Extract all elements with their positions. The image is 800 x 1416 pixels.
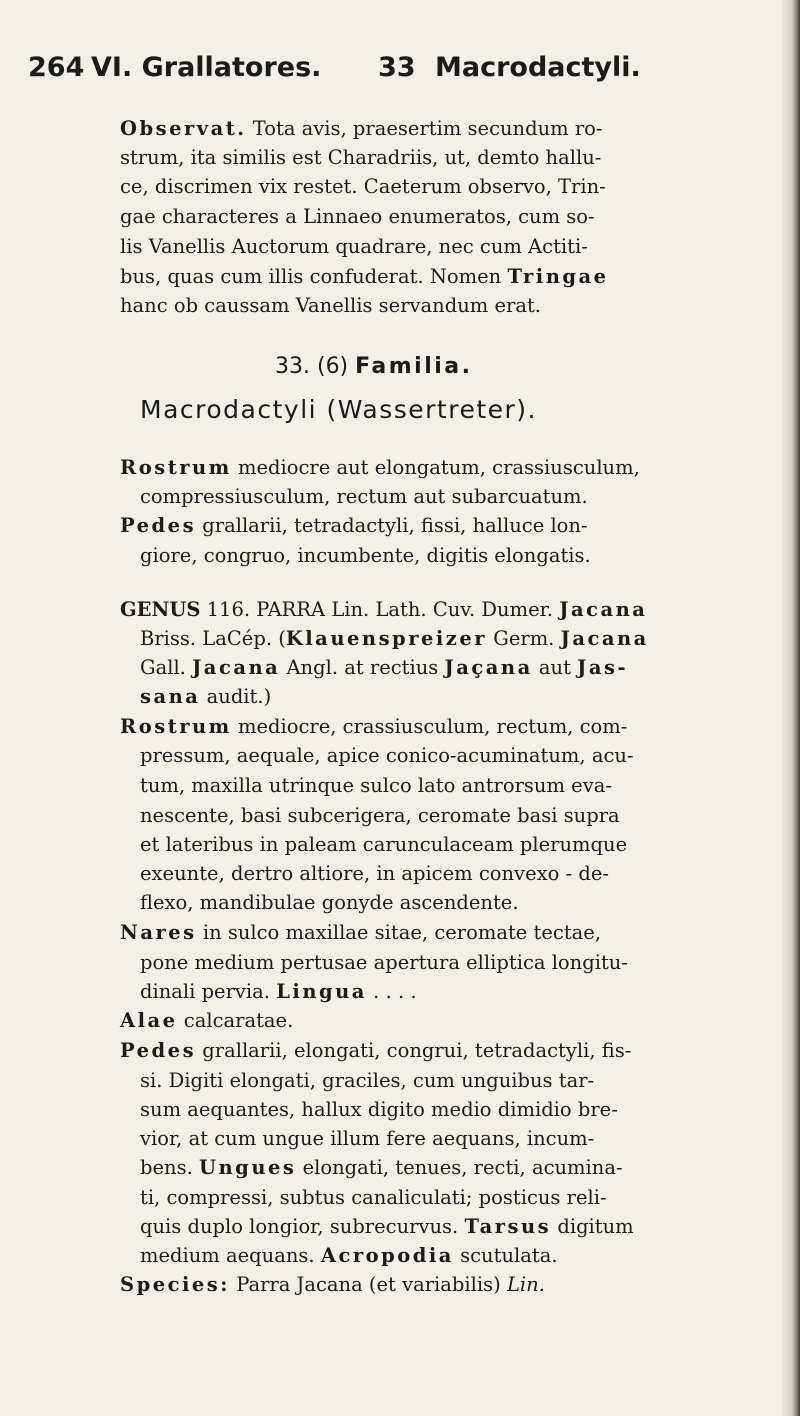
- observat-lead: Observat.: [120, 117, 247, 140]
- description-line: quis duplo longior, subrecurvus. Tarsus digitum: [140, 1215, 634, 1238]
- description-line: nescente, basi subcerigera, ceromate basi supra: [140, 804, 620, 827]
- description-line: compressiusculum, rectum aut subarcuatum.: [140, 485, 588, 508]
- family-heading: [275, 354, 473, 379]
- observat-line: gae characteres a Linnaeo enumeratos, cum so-: [120, 205, 595, 228]
- description-line: dinali pervia. Lingua . . . .: [140, 980, 417, 1003]
- family-number-label: 33. (6): [275, 354, 349, 379]
- description-line: Pedes grallarii, elongati, congrui, tetradactyli, fis-: [120, 1039, 632, 1062]
- description-line: sum aequantes, hallux digito medio dimidio bre-: [140, 1098, 618, 1121]
- description-line: flexo, mandibulae gonyde ascendente.: [140, 891, 519, 914]
- description-line: ti, compressi, subtus canaliculati; posticus reli-: [140, 1186, 607, 1209]
- description-line: Alae calcaratae.: [120, 1009, 294, 1032]
- family-title: Macrodactyli (Wassertreter).: [140, 395, 538, 424]
- observat-line: Observat. Tota avis, praesertim secundum ro-: [120, 117, 603, 140]
- observat-line: strum, ita similis est Charadriis, ut, demto hallu-: [120, 146, 602, 169]
- pedes-lead: Pedes: [120, 514, 197, 537]
- observat-line: hanc ob caussam Vanellis servandum erat.: [120, 294, 541, 317]
- species-line: Species: Parra Jacana (et variabilis) Lin.: [120, 1273, 545, 1296]
- running-title: Macrodactyli.: [435, 52, 641, 83]
- observat-line: lis Vanellis Auctorum quadrare, nec cum Actiti-: [120, 235, 588, 258]
- genus-line: sana audit.): [140, 685, 272, 708]
- observat-line: bus, quas cum illis confuderat. Nomen Tringae: [120, 265, 609, 288]
- description-line: Rostrum mediocre aut elongatum, crassiusculum,: [120, 456, 640, 479]
- description-line: medium aequans. Acropodia scutulata.: [140, 1244, 558, 1267]
- page-number: 264: [28, 52, 85, 83]
- description-line: Rostrum mediocre, crassiusculum, rectum, com-: [120, 715, 628, 738]
- genus-lead: GENUS: [120, 598, 201, 621]
- description-line: si. Digiti elongati, graciles, cum unguibus tar-: [140, 1069, 595, 1092]
- family-label: Familia.: [355, 354, 473, 379]
- description-line: et lateribus in paleam carunculaceam plerumque: [140, 833, 628, 856]
- spaced-word: Tringae: [507, 265, 609, 288]
- description-line: giore, congruo, incumbente, digitis elongatis.: [140, 544, 591, 567]
- species-author: Lin.: [506, 1273, 545, 1296]
- page-edge-shadow: [782, 0, 800, 1416]
- description-line: bens. Ungues elongati, tenues, recti, acumina-: [140, 1156, 623, 1179]
- genus-line: Briss. LaCép. (Klauenspreizer Germ. Jacana: [140, 627, 649, 650]
- description-line: pone medium pertusae apertura elliptica longitu-: [140, 951, 628, 974]
- description-line: Pedes grallarii, tetradactyli, fissi, halluce lon-: [120, 514, 588, 537]
- description-line: vior, at cum ungue illum fere aequans, incum-: [140, 1127, 595, 1150]
- section-title: VI. Grallatores.: [91, 52, 322, 83]
- genus-line: GENUS 116. PARRA Lin. Lath. Cuv. Dumer. Jacana: [120, 598, 648, 621]
- rostrum-lead: Rostrum: [120, 456, 232, 479]
- description-line: Nares in sulco maxillae sitae, ceromate tectae,: [120, 921, 602, 944]
- description-line: exeunte, dertro altiore, in apicem convexo - de-: [140, 862, 609, 885]
- observat-line: ce, discrimen vix restet. Caeterum observo, Trin-: [120, 175, 606, 198]
- description-line: tum, maxilla utrinque sulco lato antrorsum eva-: [140, 774, 612, 797]
- description-line: pressum, aequale, apice conico-acuminatum, acu-: [140, 744, 634, 767]
- genus-line: Gall. Jacana Angl. at rectius Jaçana aut Jas-: [140, 656, 629, 679]
- family-number: 33: [378, 52, 416, 83]
